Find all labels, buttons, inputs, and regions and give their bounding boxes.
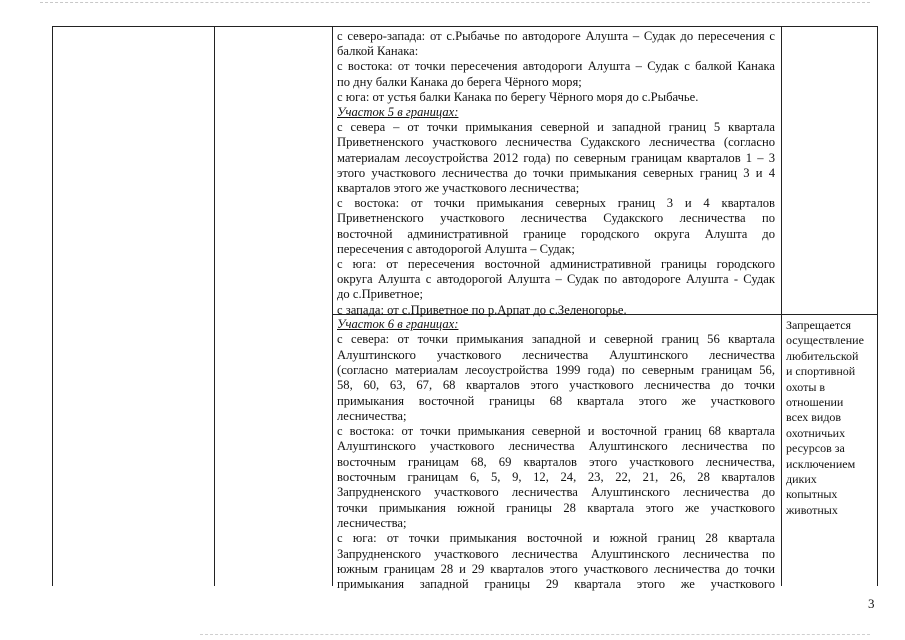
restriction-line: любительской: [786, 348, 859, 363]
text-line: с юга: от устья балки Канака по берегу Чёрного моря до с.Рыбачье.: [337, 89, 699, 104]
text-line: лесничества;: [337, 408, 407, 423]
restriction-line: исключением: [786, 456, 856, 471]
restriction-line: диких: [786, 472, 817, 486]
restriction-line: охотничьих: [786, 425, 846, 440]
section-heading: Участок 6 в границах:: [337, 317, 459, 331]
text-line: с севера: от точки примыкания западной и северной границ 56 квартала: [337, 332, 775, 347]
text-line: Алуштинского участкового лесничества Алуштинского лесничества: [337, 347, 775, 362]
table-column-divider-2: [332, 26, 333, 586]
text-line: лесничества;: [337, 515, 407, 530]
restriction-line: Запрещается: [786, 318, 852, 332]
text-line: южным границам 28 и 29 кварталов этого участкового лесничества до точки: [337, 561, 775, 576]
text-line: округа Алушта с автодорогой Алушта – Судак по автодороге Алушта - Судак: [337, 272, 775, 287]
page-number: 3: [868, 596, 875, 611]
text-line: с юга: от точки примыкания восточной и южной границ 28 квартала: [337, 531, 775, 546]
text-line: Приветненского участкового лесничества Судакского лесничества (согласно: [337, 135, 775, 150]
text-line: балкой Канака:: [337, 44, 419, 59]
text-line: Запрудненского участкового лесничества Алуштинского лесничества по: [337, 546, 775, 561]
text-line: с востока: от точки пересечения автодороги Алушта – Судак с балкой Канака: [337, 59, 775, 74]
text-line: восточной административной границе городского округа Алушта до: [337, 226, 775, 241]
text-line: с востока: от точки примыкания северной и восточной границ 68 квартала: [337, 424, 775, 439]
restriction-line: ресурсов за: [786, 441, 845, 456]
text-line: материалам лесоустройства 2012 года) по северным границам кварталов 1 – 3: [337, 150, 775, 165]
restriction-line: копытных: [786, 487, 838, 502]
restriction-line: охоты в: [786, 379, 826, 394]
section-heading: Участок 5 в границах:: [337, 105, 459, 119]
text-line: точки примыкания южной границы 28 квартала этого же участкового: [337, 500, 775, 515]
text-line: по дну балки Канака до берега Чёрного моря;: [337, 74, 582, 89]
text-line: с севера – от точки примыкания северной и западной границ 5 квартала: [337, 120, 775, 135]
scan-edge-bottom: [200, 634, 870, 635]
text-line: с северо-запада: от с.Рыбачье по автодороге Алушта – Судак до пересечения с: [337, 29, 775, 43]
scan-edge-top: [40, 2, 870, 3]
table-column-divider-3: [781, 26, 782, 586]
text-line: Алуштинского участкового лесничества Алуштинского лесничества по: [337, 439, 775, 454]
table-border-right: [877, 26, 878, 586]
restriction-line: и спортивной: [786, 364, 856, 379]
text-line: 58, 60, 63, 67, 68 кварталов этого участкового лесничества до точки: [337, 378, 775, 393]
text-line: восточным границам 68, 69 кварталов этого участкового лесничества,: [337, 454, 775, 469]
text-line: Приветненского участкового лесничества Судакского лесничества по: [337, 211, 775, 226]
text-line: Запрудненского участкового лесничества Алуштинского лесничества до: [337, 485, 775, 500]
text-line: примыкания восточной границы 68 квартала этого же участкового: [337, 393, 775, 408]
restriction-line: всех видов: [786, 410, 842, 425]
text-line: этого участкового лесничества до точки примыкания северных границ 3 и 4: [337, 165, 775, 180]
text-line: с запада: от с.Приветное по р.Арпат до с.Зеленогорье.: [337, 302, 627, 317]
table-border-top: [52, 26, 877, 27]
text-line: примыкания западной границы 29 квартала этого же участкового: [337, 577, 775, 592]
text-line: пересечения с автодорогой Алушта – Судак;: [337, 241, 575, 256]
text-line: восточным границам 6, 5, 9, 12, 24, 23, 22, 21, 26, 28 кварталов: [337, 470, 775, 484]
restriction-line: отношении: [786, 395, 844, 409]
text-line: до с.Приветное;: [337, 287, 423, 302]
text-line: кварталов этого же участкового лесничества;: [337, 181, 580, 195]
text-line: с востока: от точки примыкания северных границ 3 и 4 кварталов: [337, 196, 775, 211]
text-line: (согласно материалам лесоустройства 1999 года) по северным границам 56,: [337, 362, 775, 377]
table-column-divider-1: [214, 26, 215, 586]
restriction-line: осуществление: [786, 333, 864, 348]
restriction-line: животных: [786, 502, 838, 517]
text-line: с юга: от пересечения восточной административной границы городского: [337, 257, 775, 271]
table-border-left: [52, 26, 53, 586]
